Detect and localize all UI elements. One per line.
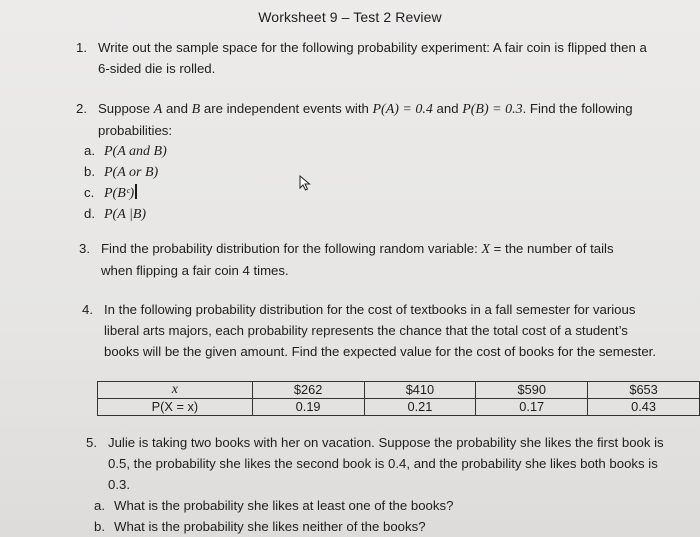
- math-var: A: [153, 102, 163, 117]
- math-var: X: [481, 242, 491, 257]
- question-text-line: books will be the given amount. Find the expected value for the cost of books for the semester.: [104, 344, 656, 359]
- question-5: [86, 432, 664, 537]
- table-cell: $410: [364, 382, 476, 399]
- text-run: . Find the following: [522, 101, 633, 116]
- question-number: 4.: [82, 302, 93, 317]
- question-text-line: In the following probability distribution for the cost of textbooks in a fall semester for various: [104, 302, 636, 317]
- sub-item-b: [84, 162, 633, 183]
- page-title: Worksheet 9 – Test 2 Review: [258, 9, 442, 25]
- question-3: [79, 238, 614, 281]
- question-text-line: [98, 98, 633, 120]
- question-text-line: 0.5, the probability she likes the second book is 0.4, and the probability she likes both books is: [108, 456, 658, 471]
- question-text-line: 0.3.: [108, 477, 130, 492]
- table-row: [98, 382, 700, 399]
- table-row: [98, 399, 700, 416]
- math-expr: P(A and B): [104, 144, 167, 159]
- question-1: [76, 37, 647, 79]
- text-run: and: [432, 101, 463, 116]
- math-expr: P(B) = 0.3: [462, 102, 523, 117]
- sub-label: a.: [94, 498, 105, 513]
- math-expr: P(A |B): [104, 207, 147, 222]
- mouse-pointer-icon: [299, 175, 313, 191]
- text-run: and: [162, 101, 192, 116]
- question-text-line: Write out the sample space for the following probability experiment: A fair coin is flipped then a: [98, 40, 647, 55]
- table-header-x: x: [98, 382, 253, 399]
- question-text-line: probabilities:: [98, 123, 173, 138]
- question-text-line: 6-sided die is rolled.: [98, 61, 216, 76]
- text-cursor: [135, 184, 137, 199]
- sub-label: b.: [84, 164, 95, 179]
- sub-label: b.: [94, 519, 105, 534]
- text-run: are independent events with: [200, 101, 373, 116]
- sub-label: c.: [84, 185, 95, 200]
- math-expr: P(Bᶜ): [104, 186, 135, 201]
- text-run: Find the probability distribution for the following random variable:: [101, 241, 482, 256]
- sub-text: What is the probability she likes neither of the books?: [114, 519, 426, 534]
- sub-label: a.: [84, 143, 95, 158]
- sub-text: What is the probability she likes at least one of the books?: [114, 498, 454, 513]
- math-var: B: [191, 102, 201, 117]
- sub-item-c: [84, 183, 633, 204]
- question-text-line: [101, 238, 614, 260]
- table-cell: 0.43: [588, 399, 700, 416]
- table-cell: $262: [252, 382, 364, 399]
- table-cell: $590: [476, 382, 588, 399]
- table-header-p: P(X = x): [98, 399, 253, 416]
- question-number: 1.: [76, 40, 87, 55]
- table-cell: $653: [588, 382, 700, 399]
- sub-item-a: [94, 495, 664, 516]
- text-run: = the number of tails: [490, 241, 614, 256]
- sub-item-b: [94, 516, 664, 537]
- question-4: [82, 299, 656, 362]
- table-cell: 0.19: [252, 399, 364, 416]
- question-number: 5.: [86, 435, 97, 450]
- question-text-line: when flipping a fair coin 4 times.: [101, 263, 289, 278]
- question-2: [76, 98, 633, 225]
- question-number: 2.: [76, 101, 87, 116]
- question-text-line: liberal arts majors, each probability represents the chance that the total cost of a student’s: [104, 323, 628, 338]
- math-expr: P(A) = 0.4: [372, 102, 433, 117]
- text-run: Suppose: [98, 101, 154, 116]
- math-expr: P(A or B): [104, 165, 159, 180]
- sub-item-a: [84, 141, 633, 162]
- table-cell: 0.21: [364, 399, 476, 416]
- sub-item-d: [84, 204, 633, 225]
- question-text-line: Julie is taking two books with her on vacation. Suppose the probability she likes the first book is: [108, 435, 664, 450]
- question-number: 3.: [79, 241, 90, 256]
- sub-label: d.: [84, 206, 95, 221]
- probability-distribution-table: [97, 381, 700, 416]
- table-cell: 0.17: [476, 399, 588, 416]
